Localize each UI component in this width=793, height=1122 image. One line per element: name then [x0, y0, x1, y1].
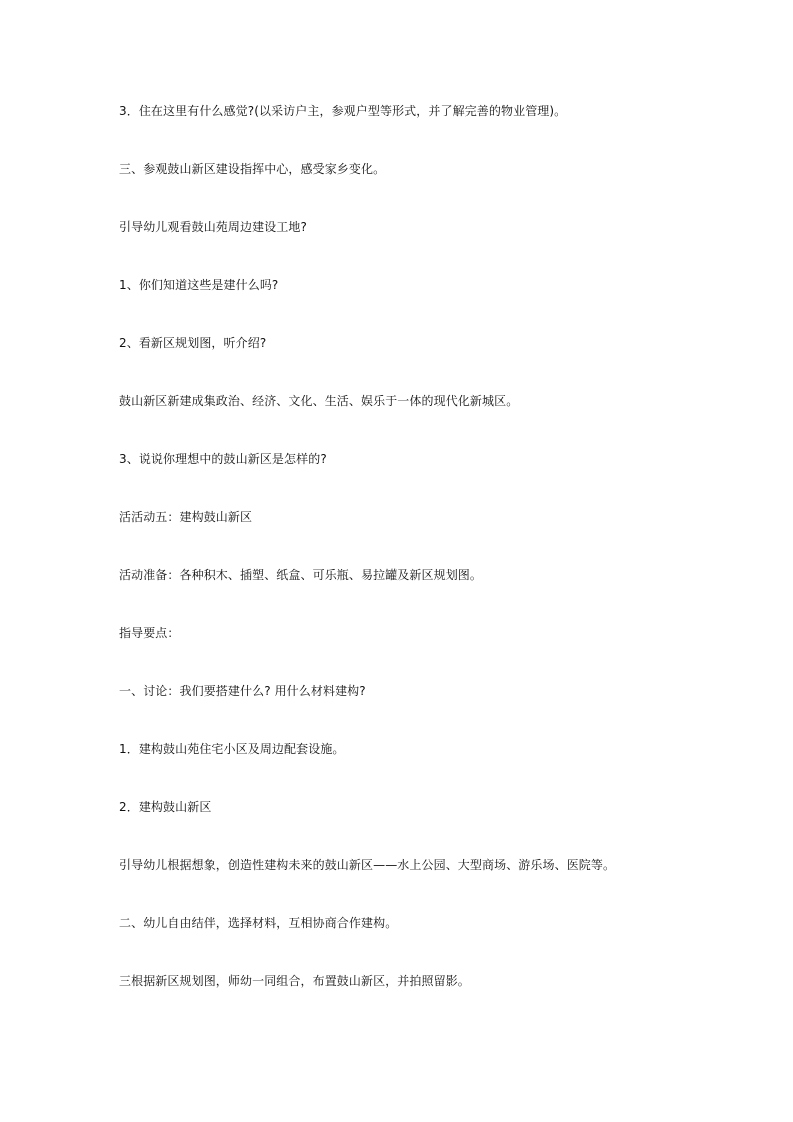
paragraph-question-what-built: 1、你们知道这些是建什么吗? [119, 278, 279, 292]
paragraph-build-residential: 1．建构鼓山苑住宅小区及周边配套设施。 [119, 742, 345, 756]
paragraph-discussion: 一、讨论：我们要搭建什么? 用什么材料建构? [119, 684, 366, 698]
paragraph-view-plan-map: 2、看新区规划图，听介绍? [119, 336, 267, 350]
paragraph-interview-feelings: 3．住在这里有什么感觉?(以采访户主，参观户型等形式，并了解完善的物业管理)。 [119, 104, 567, 118]
paragraph-final-layout-photo: 三根据新区规划图，师幼一同组合，布置鼓山新区，并拍照留影。 [119, 974, 470, 988]
paragraph-creative-construction: 引导幼儿根据想象，创造性建构未来的鼓山新区——水上公园、大型商场、游乐场、医院等。 [119, 858, 616, 872]
paragraph-activity-preparation: 活动准备：各种积木、插塑、纸盒、可乐瓶、易拉罐及新区规划图。 [119, 568, 483, 582]
paragraph-free-grouping: 二、幼儿自由结伴，选择材料，互相协商合作建构。 [119, 916, 398, 930]
paragraph-guidance-points: 指导要点： [119, 626, 180, 640]
paragraph-ideal-district: 3、说说你理想中的鼓山新区是怎样的? [119, 452, 327, 466]
paragraph-guide-construction-site: 引导幼儿观看鼓山苑周边建设工地? [119, 220, 307, 234]
paragraph-activity-five-title: 活活动五：建构鼓山新区 [119, 510, 253, 524]
paragraph-new-district-description: 鼓山新区新建成集政治、经济、文化、生活、娱乐于一体的现代化新城区。 [119, 394, 519, 408]
document-body [119, 101, 679, 1029]
paragraph-visit-command-center: 三、参观鼓山新区建设指挥中心，感受家乡变化。 [119, 162, 386, 176]
paragraph-build-new-district: 2．建构鼓山新区 [119, 800, 212, 814]
